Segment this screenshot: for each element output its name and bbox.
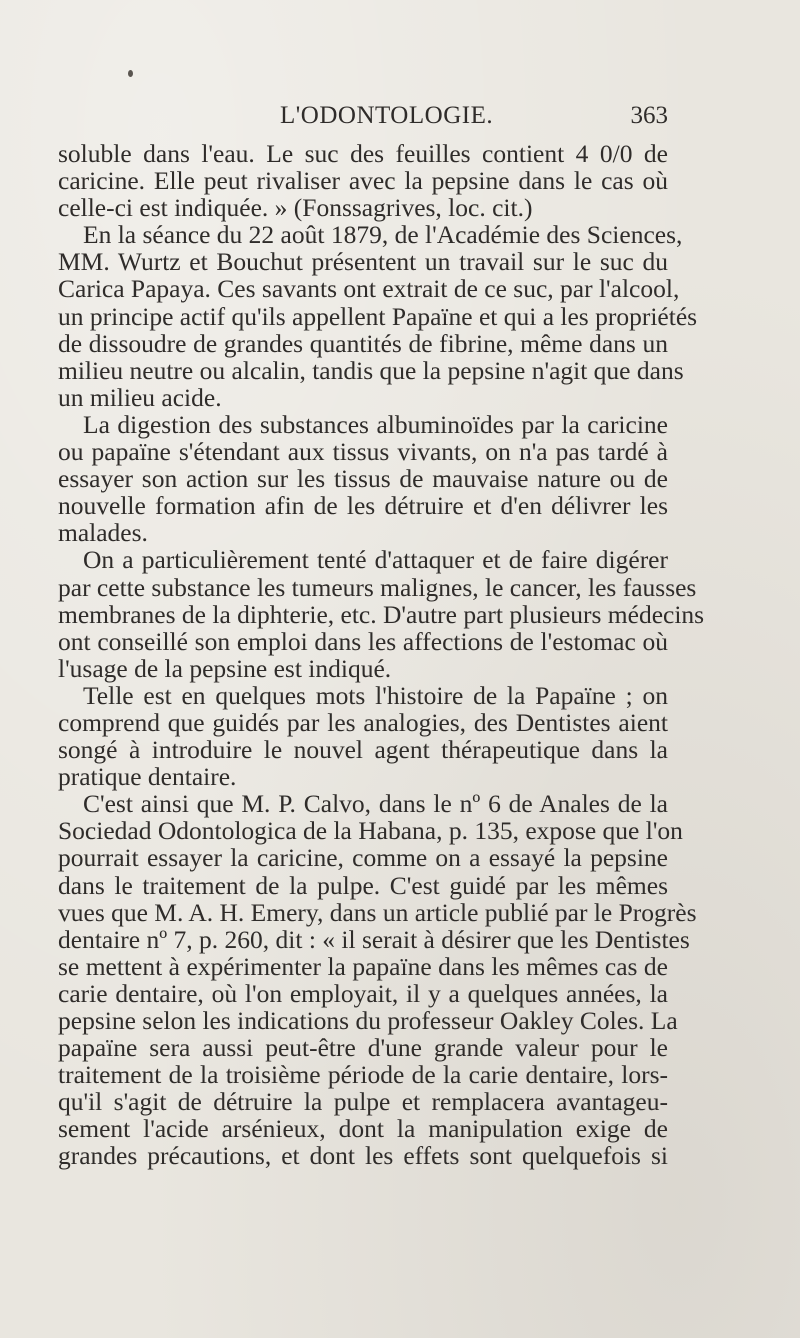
text-line: essayer son action sur les tissus de mauvaise nature ou de bbox=[58, 464, 668, 494]
text-line: carie dentaire, où l'on employait, il y a quelques années, la bbox=[58, 978, 668, 1008]
page-number: 363 bbox=[630, 102, 668, 129]
text-line: MM. Wurtz et Bouchut présentent un travail sur le suc du bbox=[58, 247, 668, 277]
text-line: caricine. Elle peut rivaliser avec la pepsine dans le cas où bbox=[58, 166, 668, 196]
text-line: qu'il s'agit de détruire la pulpe et remplacera avantageu- bbox=[58, 1087, 668, 1117]
text-line: un principe actif qu'ils appellent Papaïne et qui a les propriétés bbox=[58, 301, 698, 331]
text-line: dans le traitement de la pulpe. C'est guidé par les mêmes bbox=[58, 870, 668, 900]
text-line: membranes de la diphterie, etc. D'autre part plusieurs médecins bbox=[58, 599, 705, 629]
text-line: par cette substance les tumeurs malignes, le cancer, les fausses bbox=[58, 572, 697, 602]
text-line: un milieu acide. bbox=[58, 382, 222, 412]
text-line: vues que M. A. H. Emery, dans un article publié par le Progrès bbox=[58, 897, 697, 927]
text-line: Sociedad Odontologica de la Habana, p. 135, expose que l'on bbox=[58, 816, 683, 846]
text-line: soluble dans l'eau. Le suc des feuilles contient 4 0/0 de bbox=[58, 139, 668, 168]
text-line: de dissoudre de grandes quantités de fibrine, même dans un bbox=[58, 328, 668, 358]
text-line: se mettent à expérimenter la papaïne dans les mêmes cas de bbox=[58, 951, 668, 981]
text-line: milieu neutre ou alcalin, tandis que la pepsine n'agit que dans bbox=[58, 355, 684, 385]
journal-title: L'ODONTOLOGIE. bbox=[280, 102, 494, 129]
text-line: dentaire nº 7, p. 260, dit : « il serait à désirer que les Dentistes bbox=[58, 924, 690, 954]
text-line: On a particulièrement tenté d'attaquer et de faire digérer bbox=[83, 545, 668, 575]
text-line: papaïne sera aussi peut-être d'une grande valeur pour le bbox=[58, 1033, 668, 1063]
body-text bbox=[58, 139, 705, 1171]
text-line: ou papaïne s'étendant aux tissus vivants, on n'a pas tardé à bbox=[58, 437, 668, 467]
text-line: sement l'acide arsénieux, dont la manipulation exige de bbox=[58, 1114, 668, 1144]
text-line: l'usage de la pepsine est indiqué. bbox=[58, 653, 392, 683]
text-line: songé à introduire le nouvel agent thérapeutique dans la bbox=[58, 735, 668, 765]
text-line: nouvelle formation afin de les détruire et d'en délivrer les bbox=[58, 491, 668, 521]
ink-speck bbox=[128, 70, 133, 77]
text-line: Carica Papaya. Ces savants ont extrait de ce suc, par l'alcool, bbox=[58, 274, 680, 304]
text-line: malades. bbox=[58, 518, 148, 548]
text-line: pourrait essayer la caricine, comme on a essayé la pepsine bbox=[58, 843, 668, 873]
text-line: pepsine selon les indications du professeur Oakley Coles. La bbox=[58, 1006, 678, 1035]
text-line: traitement de la troisième période de la carie dentaire, lors- bbox=[58, 1060, 668, 1090]
text-line: grandes précautions, et dont les effets sont quelquefois si bbox=[58, 1141, 668, 1171]
text-line: La digestion des substances albuminoïdes par la caricine bbox=[83, 409, 668, 439]
text-line: ont conseillé son emploi dans les affections de l'estomac où bbox=[58, 626, 668, 656]
text-line: comprend que guidés par les analogies, des Dentistes aient bbox=[58, 707, 668, 737]
text-line: celle-ci est indiquée. » (Fonssagrives, loc. cit.) bbox=[58, 193, 533, 223]
running-head bbox=[58, 100, 668, 134]
text-line: En la séance du 22 août 1879, de l'Académie des Sciences, bbox=[83, 220, 683, 250]
text-line: pratique dentaire. bbox=[58, 762, 237, 792]
text-line: C'est ainsi que M. P. Calvo, dans le nº 6 de Anales de la bbox=[83, 789, 668, 819]
text-line: Telle est en quelques mots l'histoire de la Papaïne ; on bbox=[83, 680, 668, 710]
